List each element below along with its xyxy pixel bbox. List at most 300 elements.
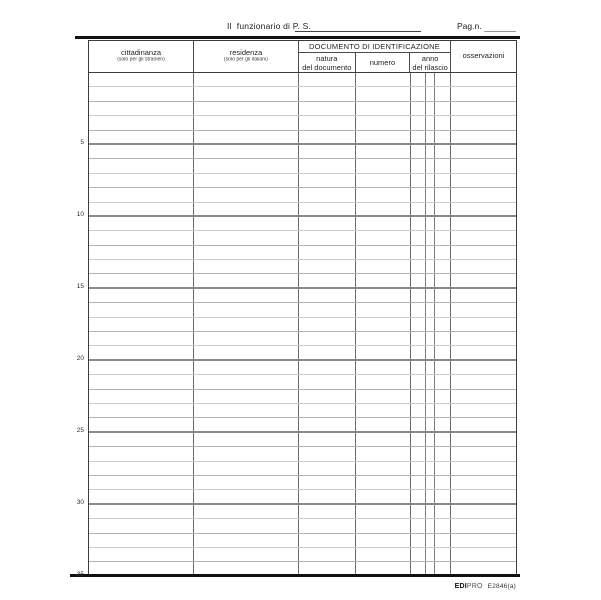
cell-residenza [194,433,299,446]
anno-digit-cell [411,375,426,388]
cell-anno [411,534,451,547]
anno-digit-cell [411,562,426,574]
cell-anno [411,476,451,489]
anno-digit-cell [411,534,426,547]
cell-anno [411,462,451,475]
table-row [89,217,516,231]
cell-osservazioni [451,303,516,316]
anno-digit-cell [411,289,426,302]
cell-natura [299,73,356,86]
cell-numero [356,116,411,129]
table-row [89,332,516,346]
cell-osservazioni [451,174,516,187]
anno-digit-cell [426,519,436,532]
anno-digit-cell [435,145,450,158]
cell-osservazioni [451,260,516,273]
table-row [89,102,516,116]
cell-cittadinanza [89,289,194,302]
row-number: 10 [76,211,84,218]
table-row [89,548,516,562]
cell-anno [411,548,451,561]
anno-digit-cell [435,188,450,201]
column-label: cittadinanza [120,47,162,57]
cell-cittadinanza [89,375,194,388]
cell-residenza [194,476,299,489]
cell-anno [411,361,451,374]
table-body [89,73,516,577]
table-row [89,131,516,145]
cell-osservazioni [451,246,516,259]
cell-numero [356,447,411,460]
cell-numero [356,87,411,100]
anno-digit-cell [426,375,436,388]
cell-numero [356,145,411,158]
page-number-line [484,20,516,32]
cell-residenza [194,303,299,316]
cell-natura [299,217,356,230]
anno-digit-cell [411,116,426,129]
anno-digit-cell [435,203,450,215]
table-row [89,361,516,375]
anno-digit-cell [426,490,436,502]
page-number-label: Pag.n. [457,21,482,31]
anno-digit-cell [411,318,426,331]
cell-osservazioni [451,462,516,475]
form-code: E2846(a) [487,583,516,590]
cell-residenza [194,73,299,86]
anno-digit-cell [411,274,426,286]
cell-residenza [194,375,299,388]
anno-digit-cell [411,188,426,201]
cell-natura [299,318,356,331]
cell-osservazioni [451,404,516,417]
cell-natura [299,505,356,518]
row-number: 20 [76,355,84,362]
cell-numero [356,174,411,187]
cell-anno [411,116,451,129]
anno-digit-cell [426,246,436,259]
cell-numero [356,476,411,489]
row-number: 5 [80,139,84,146]
anno-digit-cell [426,131,436,143]
cell-natura [299,375,356,388]
column-group-documento [299,41,451,72]
cell-cittadinanza [89,476,194,489]
cell-anno [411,447,451,460]
table-row [89,231,516,245]
table-row [89,390,516,404]
cell-natura [299,188,356,201]
anno-digit-cell [435,217,450,230]
cell-natura [299,131,356,143]
anno-digit-cell [435,476,450,489]
cell-cittadinanza [89,562,194,574]
anno-digit-cell [435,318,450,331]
anno-digit-cell [435,447,450,460]
cell-numero [356,131,411,143]
cell-residenza [194,260,299,273]
cell-residenza [194,116,299,129]
cell-osservazioni [451,102,516,115]
table-row [89,318,516,332]
anno-digit-cell [426,145,436,158]
cell-anno [411,418,451,430]
cell-cittadinanza [89,361,194,374]
anno-digit-cell [411,217,426,230]
anno-digit-cell [435,490,450,502]
table-row [89,174,516,188]
anno-digit-cell [435,246,450,259]
official-signature-label: Il funzionario di P. S. [227,21,312,31]
anno-digit-cell [411,490,426,502]
anno-digit-cell [435,519,450,532]
anno-digit-cell [426,318,436,331]
anno-digit-cell [426,274,436,286]
cell-residenza [194,289,299,302]
cell-osservazioni [451,274,516,286]
anno-digit-cell [435,462,450,475]
anno-digit-cell [435,303,450,316]
table-row [89,375,516,389]
cell-natura [299,303,356,316]
cell-numero [356,318,411,331]
cell-osservazioni [451,447,516,460]
cell-cittadinanza [89,433,194,446]
cell-anno [411,231,451,244]
column-header-osservazioni [451,41,516,72]
anno-digit-cell [411,303,426,316]
cell-numero [356,390,411,403]
cell-natura [299,246,356,259]
cell-residenza [194,505,299,518]
cell-numero [356,203,411,215]
cell-cittadinanza [89,246,194,259]
cell-natura [299,490,356,502]
cell-cittadinanza [89,303,194,316]
anno-digit-cell [426,361,436,374]
anno-digit-cell [411,246,426,259]
cell-residenza [194,418,299,430]
anno-digit-cell [411,73,426,86]
cell-numero [356,231,411,244]
cell-cittadinanza [89,332,194,345]
anno-digit-cell [435,346,450,358]
anno-digit-cell [426,505,436,518]
cell-cittadinanza [89,418,194,430]
anno-digit-cell [426,260,436,273]
cell-cittadinanza [89,87,194,100]
cell-numero [356,562,411,574]
cell-numero [356,188,411,201]
cell-natura [299,519,356,532]
column-header-numero: numero [356,53,411,72]
cell-anno [411,318,451,331]
table-row [89,246,516,260]
cell-anno [411,159,451,172]
cell-osservazioni [451,159,516,172]
cell-anno [411,87,451,100]
anno-digit-cell [426,447,436,460]
anno-digit-cell [426,462,436,475]
cell-cittadinanza [89,188,194,201]
cell-osservazioni [451,505,516,518]
cell-anno [411,274,451,286]
anno-digit-cell [411,231,426,244]
anno-digit-cell [435,174,450,187]
cell-cittadinanza [89,159,194,172]
row-number: 25 [76,427,84,434]
anno-digit-cell [411,519,426,532]
cell-natura [299,404,356,417]
anno-digit-cell [435,131,450,143]
cell-cittadinanza [89,462,194,475]
cell-natura [299,390,356,403]
table-row [89,462,516,476]
table-row [89,447,516,461]
cell-osservazioni [451,390,516,403]
cell-anno [411,303,451,316]
cell-natura [299,548,356,561]
anno-digit-cell [435,548,450,561]
anno-digit-cell [411,102,426,115]
cell-numero [356,462,411,475]
anno-digit-cell [426,303,436,316]
anno-digit-cell [426,159,436,172]
cell-osservazioni [451,188,516,201]
cell-natura [299,462,356,475]
cell-anno [411,102,451,115]
table-row [89,404,516,418]
anno-digit-cell [426,231,436,244]
table-row [89,159,516,173]
brand-bold: EDI [454,583,467,590]
cell-anno [411,505,451,518]
cell-osservazioni [451,562,516,574]
cell-natura [299,116,356,129]
cell-osservazioni [451,476,516,489]
cell-osservazioni [451,433,516,446]
cell-cittadinanza [89,519,194,532]
cell-osservazioni [451,375,516,388]
cell-natura [299,87,356,100]
cell-residenza [194,231,299,244]
cell-osservazioni [451,145,516,158]
table-row [89,303,516,317]
cell-residenza [194,174,299,187]
cell-residenza [194,462,299,475]
anno-digit-cell [411,203,426,215]
cell-anno [411,433,451,446]
cell-numero [356,418,411,430]
anno-digit-cell [411,346,426,358]
cell-numero [356,289,411,302]
cell-residenza [194,562,299,574]
cell-anno [411,289,451,302]
cell-anno [411,73,451,86]
cell-osservazioni [451,519,516,532]
cell-residenza [194,332,299,345]
cell-residenza [194,404,299,417]
cell-cittadinanza [89,131,194,143]
cell-residenza [194,490,299,502]
cell-natura [299,332,356,345]
cell-cittadinanza [89,174,194,187]
cell-natura [299,274,356,286]
cell-numero [356,505,411,518]
anno-digit-cell [426,73,436,86]
cell-osservazioni [451,87,516,100]
table-row [89,260,516,274]
cell-residenza [194,188,299,201]
column-note: (solo per gli stranieri) [117,57,165,63]
cell-cittadinanza [89,346,194,358]
cell-numero [356,73,411,86]
anno-digit-cell [411,332,426,345]
cell-numero [356,433,411,446]
cell-cittadinanza [89,231,194,244]
cell-osservazioni [451,318,516,331]
anno-digit-cell [426,418,436,430]
anno-digit-cell [411,159,426,172]
cell-anno [411,246,451,259]
column-header-anno: anno del rilascio [412,53,448,72]
table-row [89,188,516,202]
anno-digit-cell [411,87,426,100]
cell-anno [411,131,451,143]
cell-numero [356,404,411,417]
register-table [88,40,517,577]
anno-digit-cell [435,505,450,518]
cell-numero [356,548,411,561]
cell-residenza [194,131,299,143]
anno-digit-cell [435,87,450,100]
table-row [89,289,516,303]
cell-natura [299,174,356,187]
cell-residenza [194,346,299,358]
cell-cittadinanza [89,73,194,86]
anno-digit-cell [435,116,450,129]
cell-anno [411,260,451,273]
cell-osservazioni [451,332,516,345]
table-row [89,476,516,490]
anno-digit-cell [411,462,426,475]
cell-anno [411,332,451,345]
table-row [89,490,516,504]
table-row [89,346,516,360]
anno-digit-cell [426,217,436,230]
cell-residenza [194,203,299,215]
anno-digit-cell [411,447,426,460]
cell-residenza [194,548,299,561]
cell-numero [356,361,411,374]
cell-cittadinanza [89,548,194,561]
anno-digit-cell [435,534,450,547]
anno-digit-cell [435,361,450,374]
cell-osservazioni [451,418,516,430]
anno-digit-cell [435,404,450,417]
cell-anno [411,188,451,201]
anno-digit-cell [411,505,426,518]
cell-osservazioni [451,361,516,374]
cell-numero [356,260,411,273]
cell-osservazioni [451,131,516,143]
anno-digit-cell [411,174,426,187]
anno-digit-cell [426,548,436,561]
cell-natura [299,102,356,115]
cell-anno [411,145,451,158]
cell-cittadinanza [89,390,194,403]
anno-digit-cell [426,346,436,358]
cell-cittadinanza [89,490,194,502]
table-row [89,418,516,432]
table-row [89,87,516,101]
anno-digit-cell [435,159,450,172]
column-note: (solo per gli italiani) [224,57,268,63]
anno-digit-cell [411,131,426,143]
cell-cittadinanza [89,203,194,215]
anno-digit-cell [435,274,450,286]
cell-natura [299,562,356,574]
official-signature-line [295,20,421,32]
cell-cittadinanza [89,102,194,115]
cell-residenza [194,246,299,259]
cell-anno [411,490,451,502]
cell-natura [299,145,356,158]
row-number: 35 [76,571,84,578]
cell-residenza [194,145,299,158]
anno-digit-cell [435,418,450,430]
column-label: osservazioni [462,51,505,61]
cell-natura [299,534,356,547]
anno-digit-cell [435,231,450,244]
anno-digit-cell [435,390,450,403]
cell-residenza [194,361,299,374]
publisher-footer [455,583,516,590]
anno-digit-cell [411,260,426,273]
table-row [89,145,516,159]
cell-cittadinanza [89,116,194,129]
cell-numero [356,159,411,172]
anno-digit-cell [435,102,450,115]
cell-cittadinanza [89,145,194,158]
anno-digit-cell [435,332,450,345]
cell-numero [356,332,411,345]
anno-digit-cell [411,433,426,446]
cell-natura [299,159,356,172]
cell-osservazioni [451,203,516,215]
cell-anno [411,390,451,403]
cell-osservazioni [451,534,516,547]
anno-digit-cell [411,361,426,374]
anno-digit-cell [426,404,436,417]
anno-digit-cell [426,102,436,115]
cell-cittadinanza [89,318,194,331]
cell-numero [356,303,411,316]
anno-digit-cell [426,476,436,489]
cell-anno [411,217,451,230]
anno-digit-cell [426,332,436,345]
cell-residenza [194,519,299,532]
cell-numero [356,375,411,388]
cell-osservazioni [451,289,516,302]
anno-digit-cell [411,404,426,417]
cell-numero [356,490,411,502]
cell-residenza [194,534,299,547]
cell-natura [299,433,356,446]
cell-cittadinanza [89,505,194,518]
cell-residenza [194,318,299,331]
cell-osservazioni [451,73,516,86]
